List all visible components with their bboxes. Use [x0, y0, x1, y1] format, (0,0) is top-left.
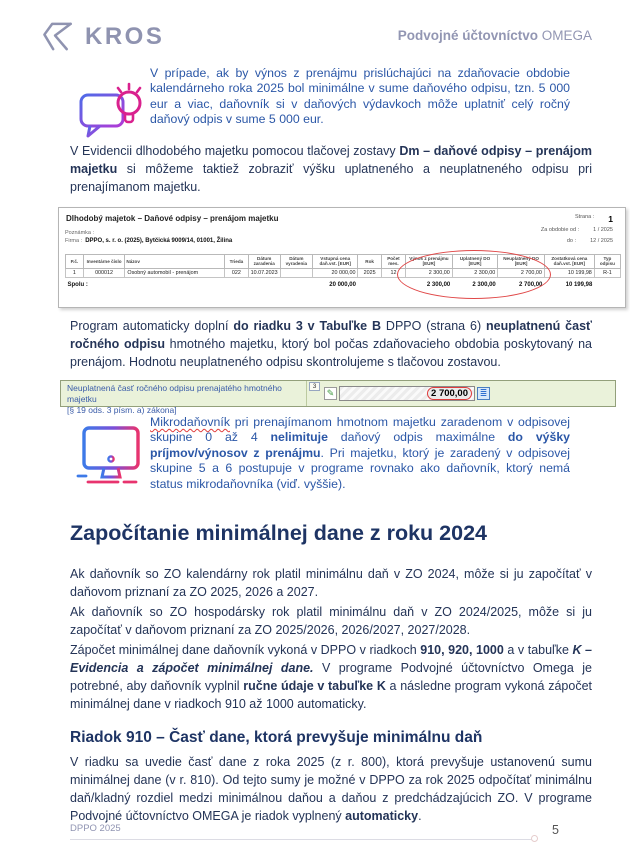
product-name-light: OMEGA: [537, 28, 592, 43]
paragraph-offset: Zápočet minimálnej dane daňovník vykoná v DPPO v riadkoch 910, 920, 1000 a v tabuľke K – Evidencia a zápočet minimálnej dane. V programe Podvojné účtovníctvo Omega je potrebné, aby daňovník vyplnil ručne údaje v tabuľke K a následne program vykoná zápočet minimálnej dane v riadkoch 910 až 1000 automaticky.: [70, 643, 592, 711]
cell: 2 300,00: [452, 268, 498, 277]
table-row: [66, 268, 621, 277]
form-row-label: [61, 381, 307, 416]
footer-divider: [70, 839, 534, 840]
paragraph-evidence: V Evidencii dlhodobého majetku pomocou tlačovej zostavy Dm – daňové odpisy – prenájom majetku si môžeme taktiež zobraziť výšku uplatneného a neuplatneného odpisu pri prenajímanom majetku.: [70, 144, 593, 194]
highlight-oval: 2 700,00: [427, 387, 472, 400]
subsection-heading: Riadok 910 – Časť dane, ktorá prevyšuje minimálnu daň: [70, 729, 483, 746]
cell: 1: [66, 268, 84, 277]
total-cell: [248, 277, 280, 288]
total-cell: 10 199,98: [565, 281, 593, 288]
total-cell: [225, 277, 248, 288]
col-header: Neuplatnený DO [EUR]: [498, 255, 545, 269]
total-cell: 2 300,00: [426, 281, 451, 288]
report-screenshot: [58, 207, 626, 308]
footer-doc-label: DPPO 2025: [70, 823, 121, 834]
col-header: P.č.: [66, 255, 84, 269]
paragraph-program: Program automaticky doplní do riadku 3 v Tabuľke B DPPO (strana 6) neuplatnenú časť ročného odpisu hmotného majetku, ktorý bol počas zdaňovacieho obdobia poskytovaný na prenájom. Hodnotu neuplatneného odpisu skontrolujeme s tlačovou zostavou.: [70, 319, 593, 369]
report-title: Dlhodobý majetok – Daňové odpisy – prenájom majetku: [66, 214, 279, 223]
kros-logo-icon: [40, 20, 76, 53]
lightbulb-speech-icon: [76, 72, 148, 144]
footer-dot: [531, 835, 538, 842]
col-header: Názov: [125, 255, 225, 269]
detail-list-icon: ≣: [477, 387, 490, 400]
col-header: Dátum vyradenia: [280, 255, 312, 269]
page-value: 1: [608, 214, 613, 224]
total-cell: [594, 277, 620, 288]
cell: 2 700,00: [498, 268, 545, 277]
cell: R-1: [594, 268, 620, 277]
note-label: Poznámka :: [65, 230, 95, 236]
product-name-bold: Podvojné účtovníctvo: [397, 28, 538, 43]
total-cell: [125, 277, 225, 288]
period-to-label: do :: [566, 238, 577, 244]
footer-page-number: 5: [552, 823, 559, 837]
monitor-alert-icon: [72, 424, 152, 494]
cell: Osobný automobil - prenájom: [125, 268, 225, 277]
cell: [280, 268, 312, 277]
brand-logo: [40, 20, 164, 53]
col-header: Inventárne číslo: [83, 255, 125, 269]
page-label: Strana :: [575, 214, 595, 220]
brand-name: KROS: [85, 22, 165, 50]
col-header: Počet mes.: [381, 255, 405, 269]
section-heading: Započítanie minimálnej dane z roku 2024: [70, 521, 487, 545]
total-cell: 2 700,00: [519, 281, 543, 288]
total-cell: Spolu :: [67, 281, 88, 288]
report-meta: [65, 229, 232, 246]
total-cell: 20 000,00: [329, 281, 356, 288]
amount-field: [339, 386, 475, 401]
cell: 2 300,00: [406, 268, 453, 277]
col-header: Trieda: [225, 255, 248, 269]
edit-pencil-icon: ✎: [324, 387, 337, 400]
row-number-badge: 3: [309, 382, 320, 391]
form-row-label-line2: [§ 19 ods. 3 písm. a) zákona]: [67, 405, 177, 416]
paragraph-row910: V riadku sa uvedie časť dane z roka 2025 (z r. 800), ktorá prevyšuje ustanovenú sumu minimálnej dane (v r. 810). Od tejto sumy je možné v DPPO za rok 2025 odpočítať minimálnu daň/kladný rozdiel medzi minimálnou daňou a daňou z predchádzajúcich ZO. V programe Podvojné účtovníctvo OMEGA je riadok vyplnený automaticky.: [70, 755, 592, 823]
total-cell: 2 300,00: [472, 281, 496, 288]
col-header: Dátum zaradenia: [248, 255, 280, 269]
paragraph-fiscal-year: Ak daňovník so ZO hospodársky rok platil minimálnu daň v ZO 2024/2025, môže si ju započítať v daňovom priznaní za ZO 2025/2026, 2026/2027, 2027/2028.: [70, 605, 592, 637]
firm-label: Firma :: [65, 238, 83, 245]
cell: 20 000,00: [312, 268, 358, 277]
warning-text: Mikrodaňovník pri prenajímanom hmotnom majetku zaradenom v odpisovej skupine 0 až 4 nelimituje daňový odpis maximálne do výšky príjmov/výnosov z prenájmu. Pri majetku, ktorý je zaradený v odpisovej skupine 5 a 6 postupuje v programe rovnako ako daňovník, ktorý nemá status mikrodaňovníka (viď. vyššie).: [150, 415, 571, 491]
document-title: [398, 28, 592, 43]
cell: 2025: [358, 268, 381, 277]
col-header: Typ odpisu: [594, 255, 620, 269]
total-cell: [381, 277, 405, 288]
col-header: Uplatnený DO [EUR]: [452, 255, 498, 269]
form-row-label-line1: Neuplatnená časť ročného odpisu prenajatého hmotného majetku: [67, 383, 282, 405]
cell: 12: [381, 268, 405, 277]
col-header: Výnos z prenájmu [EUR]: [406, 255, 453, 269]
total-cell: [280, 277, 312, 288]
tip-text: V prípade, ak by výnos z prenájmu prislúchajúci na zdaňovacie obdobie kalendárneho roka 2025 bol minimálne v sume daňového odpisu, tzn. 5 000 eur a viac, daňovník si v daňových výdavkoch môže uplatniť celý ročný daňový odpis v sume 5 000 eur.: [150, 66, 570, 127]
cell: 022: [225, 268, 248, 277]
col-header: Rok: [358, 255, 381, 269]
form-row-screenshot: [60, 380, 616, 416]
paragraph-calendar-year: Ak daňovník so ZO kalendárny rok platil minimálnu daň v ZO 2024, môže si ju započítať v daňovom priznaní za ZO 2025, 2026 a 2027.: [70, 567, 592, 599]
total-cell: [83, 277, 125, 288]
period-to-value: 12 / 2025: [590, 238, 613, 244]
col-header: Zostatková cena daň.vst. [EUR]: [544, 255, 594, 269]
cell: 10.07.2023: [248, 268, 280, 277]
total-cell: [358, 277, 381, 288]
period-from-value: 1 / 2025: [593, 227, 613, 233]
cell: 000012: [83, 268, 125, 277]
firm-value: DPPO, s. r. o. (2025), Bytčická 9009/14, 01001, Žilina: [85, 238, 233, 245]
table-total-row: [66, 277, 621, 288]
report-page-info: [541, 214, 613, 247]
period-from-label: Za obdobie od :: [540, 227, 580, 233]
cell: 10 199,98: [544, 268, 594, 277]
col-header: Vstupná cena daň.vst. [EUR]: [312, 255, 358, 269]
table-header-row: [66, 255, 621, 269]
depreciation-table: [65, 254, 621, 288]
